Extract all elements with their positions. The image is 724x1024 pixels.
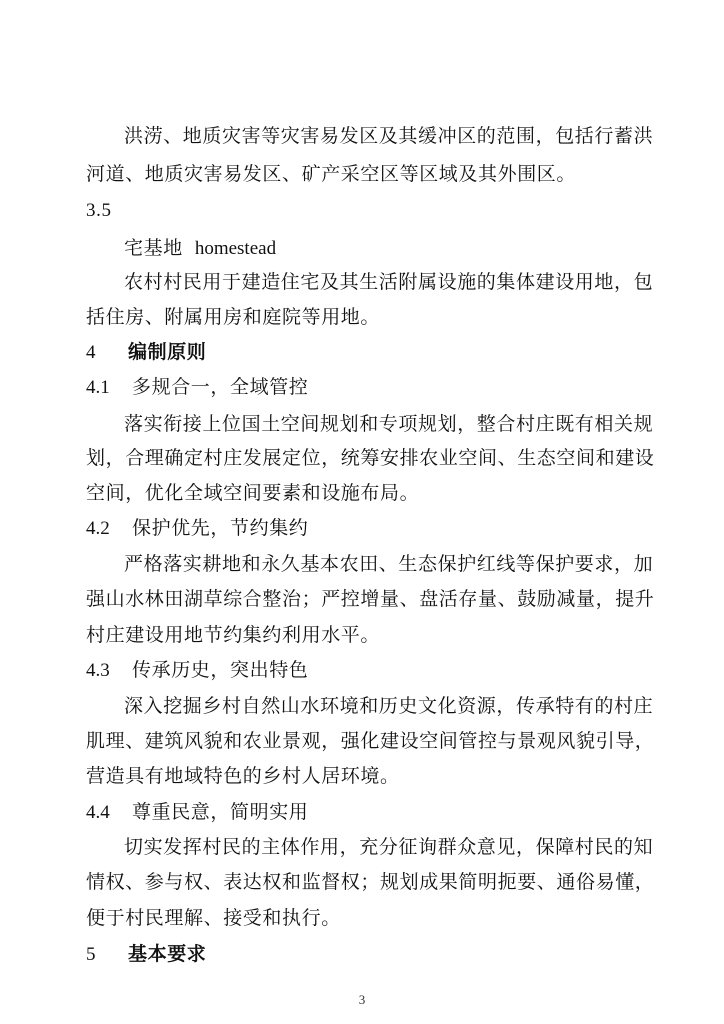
paragraph-line: 营造具有地域特色的乡村人居环境。	[86, 765, 400, 787]
subheading-4-1	[86, 373, 666, 401]
paragraph-line: 划，合理确定村庄发展定位，统筹安排农业空间、生态空间和建设	[86, 447, 655, 469]
subheading-4-2	[86, 514, 666, 542]
term-english: homestead	[194, 238, 277, 259]
paragraph-line: 括住房、附属用房和庭院等用地。	[86, 306, 381, 328]
subheading-number: 4.1	[86, 377, 110, 398]
term-chinese: 宅基地	[124, 237, 183, 259]
heading-title: 基本要求	[128, 943, 207, 965]
heading-number: 5	[86, 944, 96, 965]
paragraph-line: 空间，优化全域空间要素和设施布局。	[86, 482, 420, 504]
term-entry	[124, 234, 704, 262]
paragraph-line: 河道、地质灾害易发区、矿产采空区等区域及其外围区。	[86, 163, 577, 185]
heading-5	[86, 940, 666, 968]
subheading-number: 4.4	[86, 802, 110, 823]
paragraph-line: 肌理、建筑风貌和农业景观，强化建设空间管控与景观风貌引导，	[86, 730, 655, 752]
paragraph-line: 切实发挥村民的主体作用，充分征询群众意见，保障村民的知	[124, 836, 654, 858]
subheading-title: 保护优先，节约集约	[132, 517, 309, 539]
subheading-4-4	[86, 798, 666, 826]
heading-4	[86, 338, 666, 366]
subheading-number: 4.2	[86, 518, 110, 539]
paragraph-line: 村庄建设用地节约集约利用水平。	[86, 624, 381, 646]
subheading-number: 4.3	[86, 660, 110, 681]
paragraph-line: 落实衔接上位国土空间规划和专项规划，整合村庄既有相关规	[124, 413, 654, 435]
subheading-4-3	[86, 656, 666, 684]
heading-number: 4	[86, 342, 96, 363]
subheading-title: 多规合一，全域管控	[132, 376, 309, 398]
subheading-title: 传承历史，突出特色	[132, 659, 309, 681]
paragraph-line: 情权、参与权、表达权和监督权；规划成果简明扼要、通俗易懂，	[86, 871, 655, 893]
paragraph-line: 便于村民理解、接受和执行。	[86, 907, 341, 929]
section-number-3-5: 3.5	[86, 200, 112, 221]
heading-title: 编制原则	[128, 341, 207, 363]
paragraph-line: 严格落实耕地和永久基本农田、生态保护红线等保护要求，加	[124, 553, 654, 575]
subheading-title: 尊重民意，简明实用	[132, 801, 309, 823]
page-number: 3	[358, 992, 366, 1007]
paragraph-line: 洪涝、地质灾害等灾害易发区及其缓冲区的范围，包括行蓄洪	[124, 125, 654, 147]
paragraph-line: 深入挖掘乡村自然山水环境和历史文化资源，传承特有的村庄	[124, 695, 654, 717]
paragraph-line: 强山水林田湖草综合整治；严控增量、盘活存量、鼓励减量，提升	[86, 588, 655, 610]
paragraph-line: 农村村民用于建造住宅及其生活附属设施的集体建设用地，包	[124, 271, 654, 293]
